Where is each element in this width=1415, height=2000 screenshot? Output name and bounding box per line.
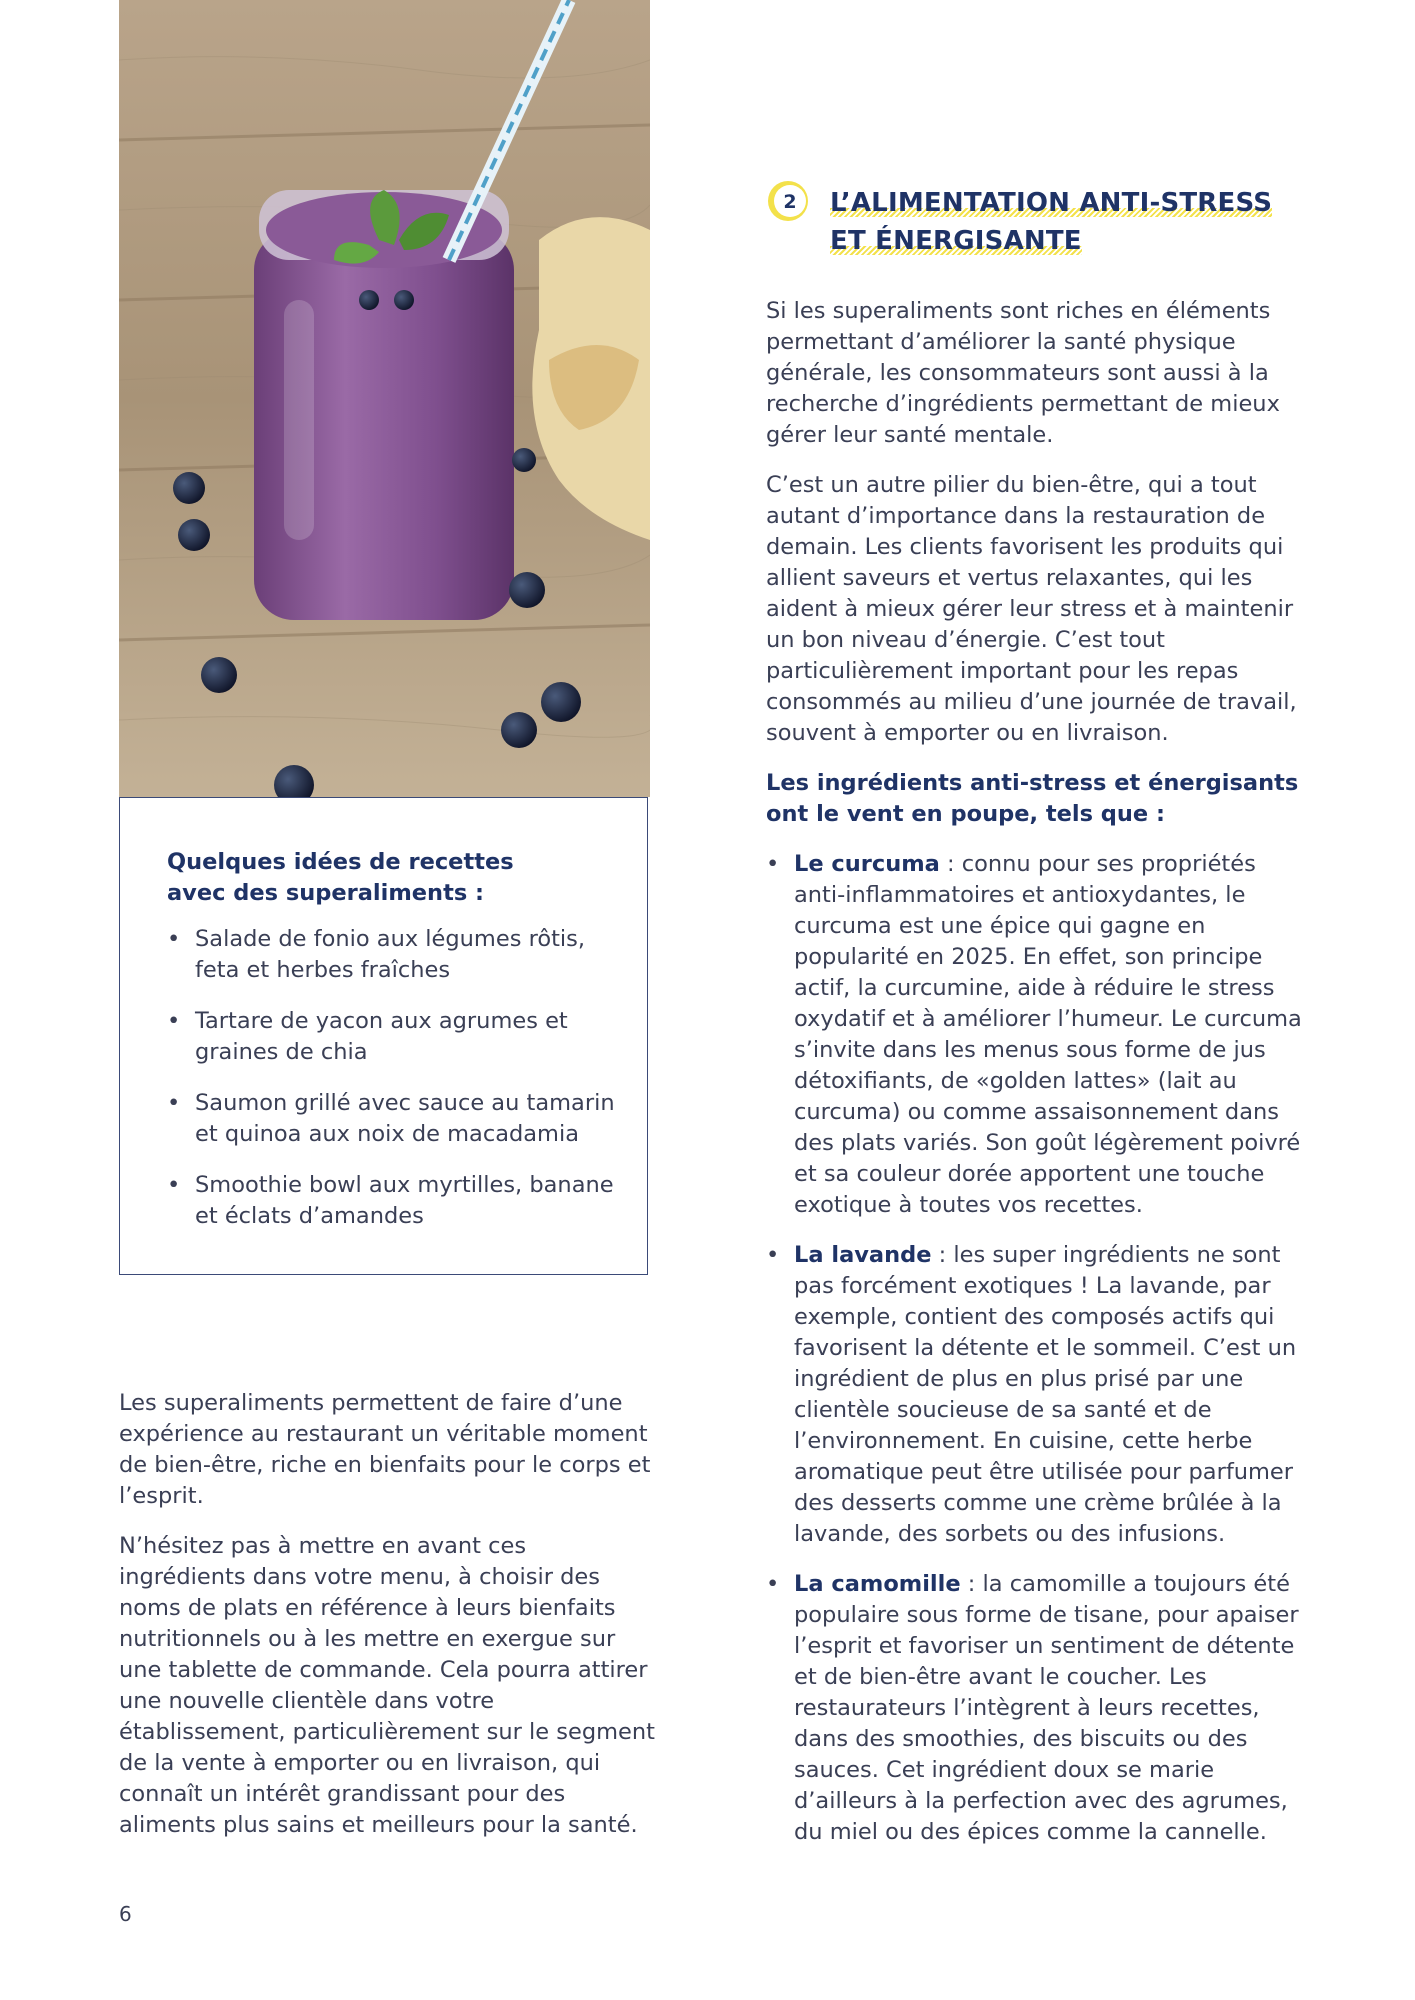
ingredient-item-lavande	[766, 1240, 1306, 1550]
recipe-item: • Smoothie bowl aux myrtilles, banane et éclats d’amandes	[167, 1170, 617, 1232]
section-number: 2	[783, 191, 797, 213]
recipe-ideas-box	[119, 797, 648, 1275]
section-heading	[766, 176, 1286, 266]
ingredients-subheading: Les ingrédients anti-stress et énergisants ont le vent en poupe, tels que :	[766, 770, 1299, 827]
right-body-text	[766, 296, 1306, 1867]
section-title-line1: L’ALIMENTATION ANTI-STRESS	[830, 184, 1272, 222]
ingredient-name: Le curcuma	[794, 851, 940, 877]
recipe-item: • Salade de fonio aux légumes rôtis, feta et herbes fraîches	[167, 924, 617, 986]
ingredient-text: : connu pour ses propriétés anti-inflammatoires et antioxydantes, le curcuma est une épice qui gagne en popularité en 2025. En effet, son principe actif, la curcumine, aide à réduire le stress oxydatif et à améliorer l’humeur. Le curcuma s’invite dans les menus sous forme de jus détoxifiants, de «golden lattes» (lait au curcuma) ou comme assaisonnement dans des plats variés. Son goût légèrement poivré et sa couleur dorée apportent une touche exotique à toutes vos recettes.	[794, 851, 1302, 1218]
page-number: 6	[119, 1902, 132, 1926]
ingredient-text: : la camomille a toujours été populaire sous forme de tisane, pour apaiser l’esprit et favoriser un sentiment de détente et de bien-être avant le coucher. Les restaurateurs l’intègrent à leurs recettes, dans des smoothies, des biscuits ou des sauces. Cet ingrédient doux se marie d’ailleurs à la perfection avec des agrumes, du miel ou des épices comme la cannelle.	[794, 1571, 1299, 1845]
ingredients-list	[766, 849, 1306, 1848]
left-body-text	[119, 1388, 659, 1860]
ingredient-name: La camomille	[794, 1571, 961, 1597]
recipe-box-title	[167, 847, 607, 909]
recipe-list	[167, 924, 617, 1252]
smoothie-photo	[119, 0, 650, 797]
recipe-item: • Tartare de yacon aux agrumes et graines de chia	[167, 1006, 617, 1068]
ingredient-text: : les super ingrédients ne sont pas forcément exotiques ! La lavande, par exemple, contient des composés actifs qui favorisent la détente et le sommeil. C’est un ingrédient de plus en plus prisé par une clientèle soucieuse de sa santé et de l’environnement. En cuisine, cette herbe aromatique peut être utilisée pour parfumer des desserts comme une crème brûlée à la lavande, des sorbets ou des infusions.	[794, 1242, 1297, 1547]
ingredient-item-curcuma	[766, 849, 1306, 1221]
section-title	[830, 184, 1272, 260]
ingredient-item-camomille	[766, 1569, 1306, 1848]
section-title-line2: ET ÉNERGISANTE	[830, 222, 1082, 260]
left-paragraph: Les superaliments permettent de faire d’une expérience au restaurant un véritable moment de bien-être, riche en bienfaits pour le corps et l’esprit.	[119, 1390, 651, 1509]
right-paragraph: C’est un autre pilier du bien-être, qui a tout autant d’importance dans la restauration de demain. Les clients favorisent les produits qui allient saveurs et vertus relaxantes, qui les aident à mieux gérer leur stress et à maintenir un bon niveau d’énergie. C’est tout particulièrement important pour les repas consommés au milieu d’une journée de travail, souvent à emporter ou en livraison.	[766, 472, 1297, 746]
recipe-box-title-line2: avec des superaliments :	[167, 880, 485, 906]
recipe-box-title-line1: Quelques idées de recettes	[167, 849, 514, 875]
section-number-badge-icon	[766, 179, 810, 223]
right-paragraph: Si les superaliments sont riches en éléments permettant d’améliorer la santé physique générale, les consommateurs sont aussi à la recherche d’ingrédients permettant de mieux gérer leur santé mentale.	[766, 298, 1280, 448]
left-paragraph: N’hésitez pas à mettre en avant ces ingrédients dans votre menu, à choisir des noms de plats en référence à leurs bienfaits nutritionnels ou à les mettre en exergue sur une tablette de commande. Cela pourra attirer une nouvelle clientèle dans votre établissement, particulièrement sur le segment de la vente à emporter ou en livraison, qui connaît un intérêt grandissant pour des aliments plus sains et meilleurs pour la santé.	[119, 1533, 655, 1838]
ingredient-name: La lavande	[794, 1242, 932, 1268]
recipe-item: • Saumon grillé avec sauce au tamarin et quinoa aux noix de macadamia	[167, 1088, 617, 1150]
